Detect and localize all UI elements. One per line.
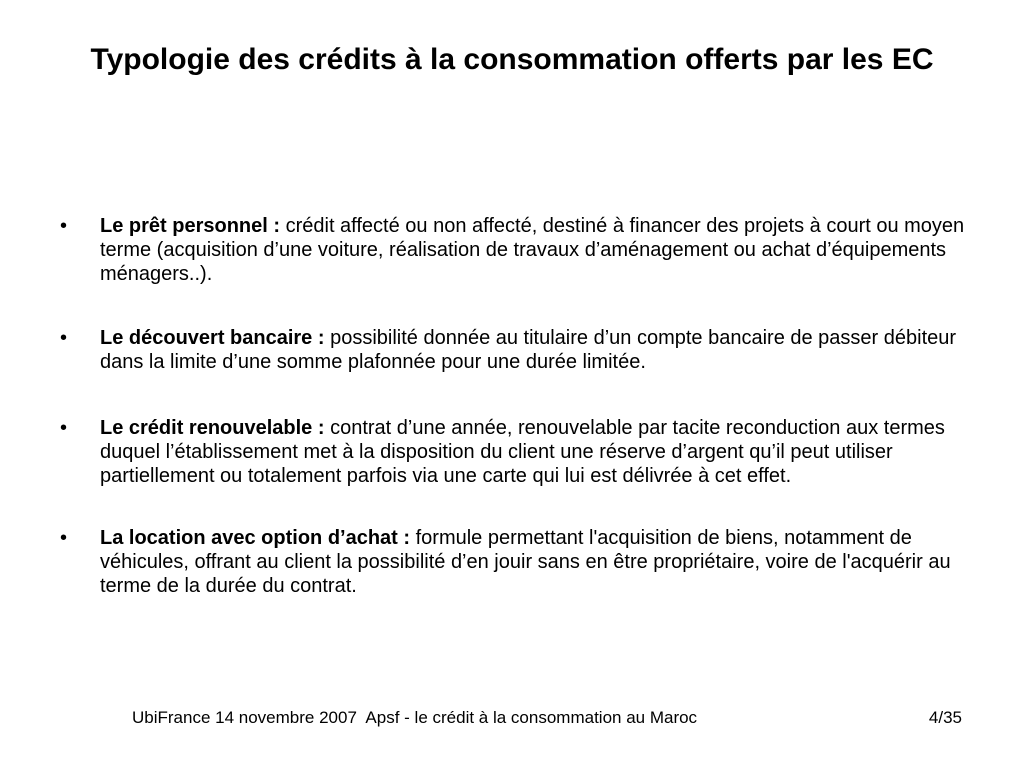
bullet-text: contrat d’une année, renouvelable par tacite reconduction aux termes duquel l’établissement met à la disposition du client une réserve d’argent qu’il peut utiliser partiellement ou totalement parfois via une carte qui lui est délivrée à cet effet. <box>100 417 945 487</box>
bullet-marker-icon: • <box>60 527 68 549</box>
bullet-term: La location avec option d’achat : <box>100 527 416 549</box>
bullet-text: crédit affecté ou non affecté, destiné à financer des projets à court ou moyen terme (acquisition d’une voiture, réalisation de travaux d’aménagement ou achat d’équipements ménagers..). <box>100 215 965 285</box>
bullet-text: formule permettant l'acquisition de biens, notamment de véhicules, offrant au client la possibilité d’en jouir sans en être propriétaire, voire de l'acquérir au terme de la durée du contrat. <box>100 527 951 597</box>
bullet-item-decouvert-bancaire <box>60 326 970 374</box>
bullet-marker-icon: • <box>60 327 68 349</box>
bullet-marker-icon: • <box>60 215 68 237</box>
page-number: 4/35 <box>928 708 962 727</box>
bullet-text: possibilité donnée au titulaire d’un compte bancaire de passer débiteur dans la limite d’une somme plafonnée pour une durée limitée. <box>100 327 957 373</box>
bullet-list <box>60 214 970 638</box>
bullet-marker-icon: • <box>60 417 68 439</box>
bullet-term: Le crédit renouvelable : <box>100 417 331 439</box>
bullet-term: Le découvert bancaire : <box>100 327 331 349</box>
bullet-term: Le prêt personnel : <box>100 215 286 237</box>
bullet-item-credit-renouvelable <box>60 416 970 488</box>
slide-title: Typologie des crédits à la consommation offerts par les EC <box>90 43 934 76</box>
bullet-item-pret-personnel <box>60 214 970 286</box>
bullet-item-location-option-achat <box>60 526 970 598</box>
footer-text: UbiFrance 14 novembre 2007 Apsf - le crédit à la consommation au Maroc <box>132 708 698 727</box>
